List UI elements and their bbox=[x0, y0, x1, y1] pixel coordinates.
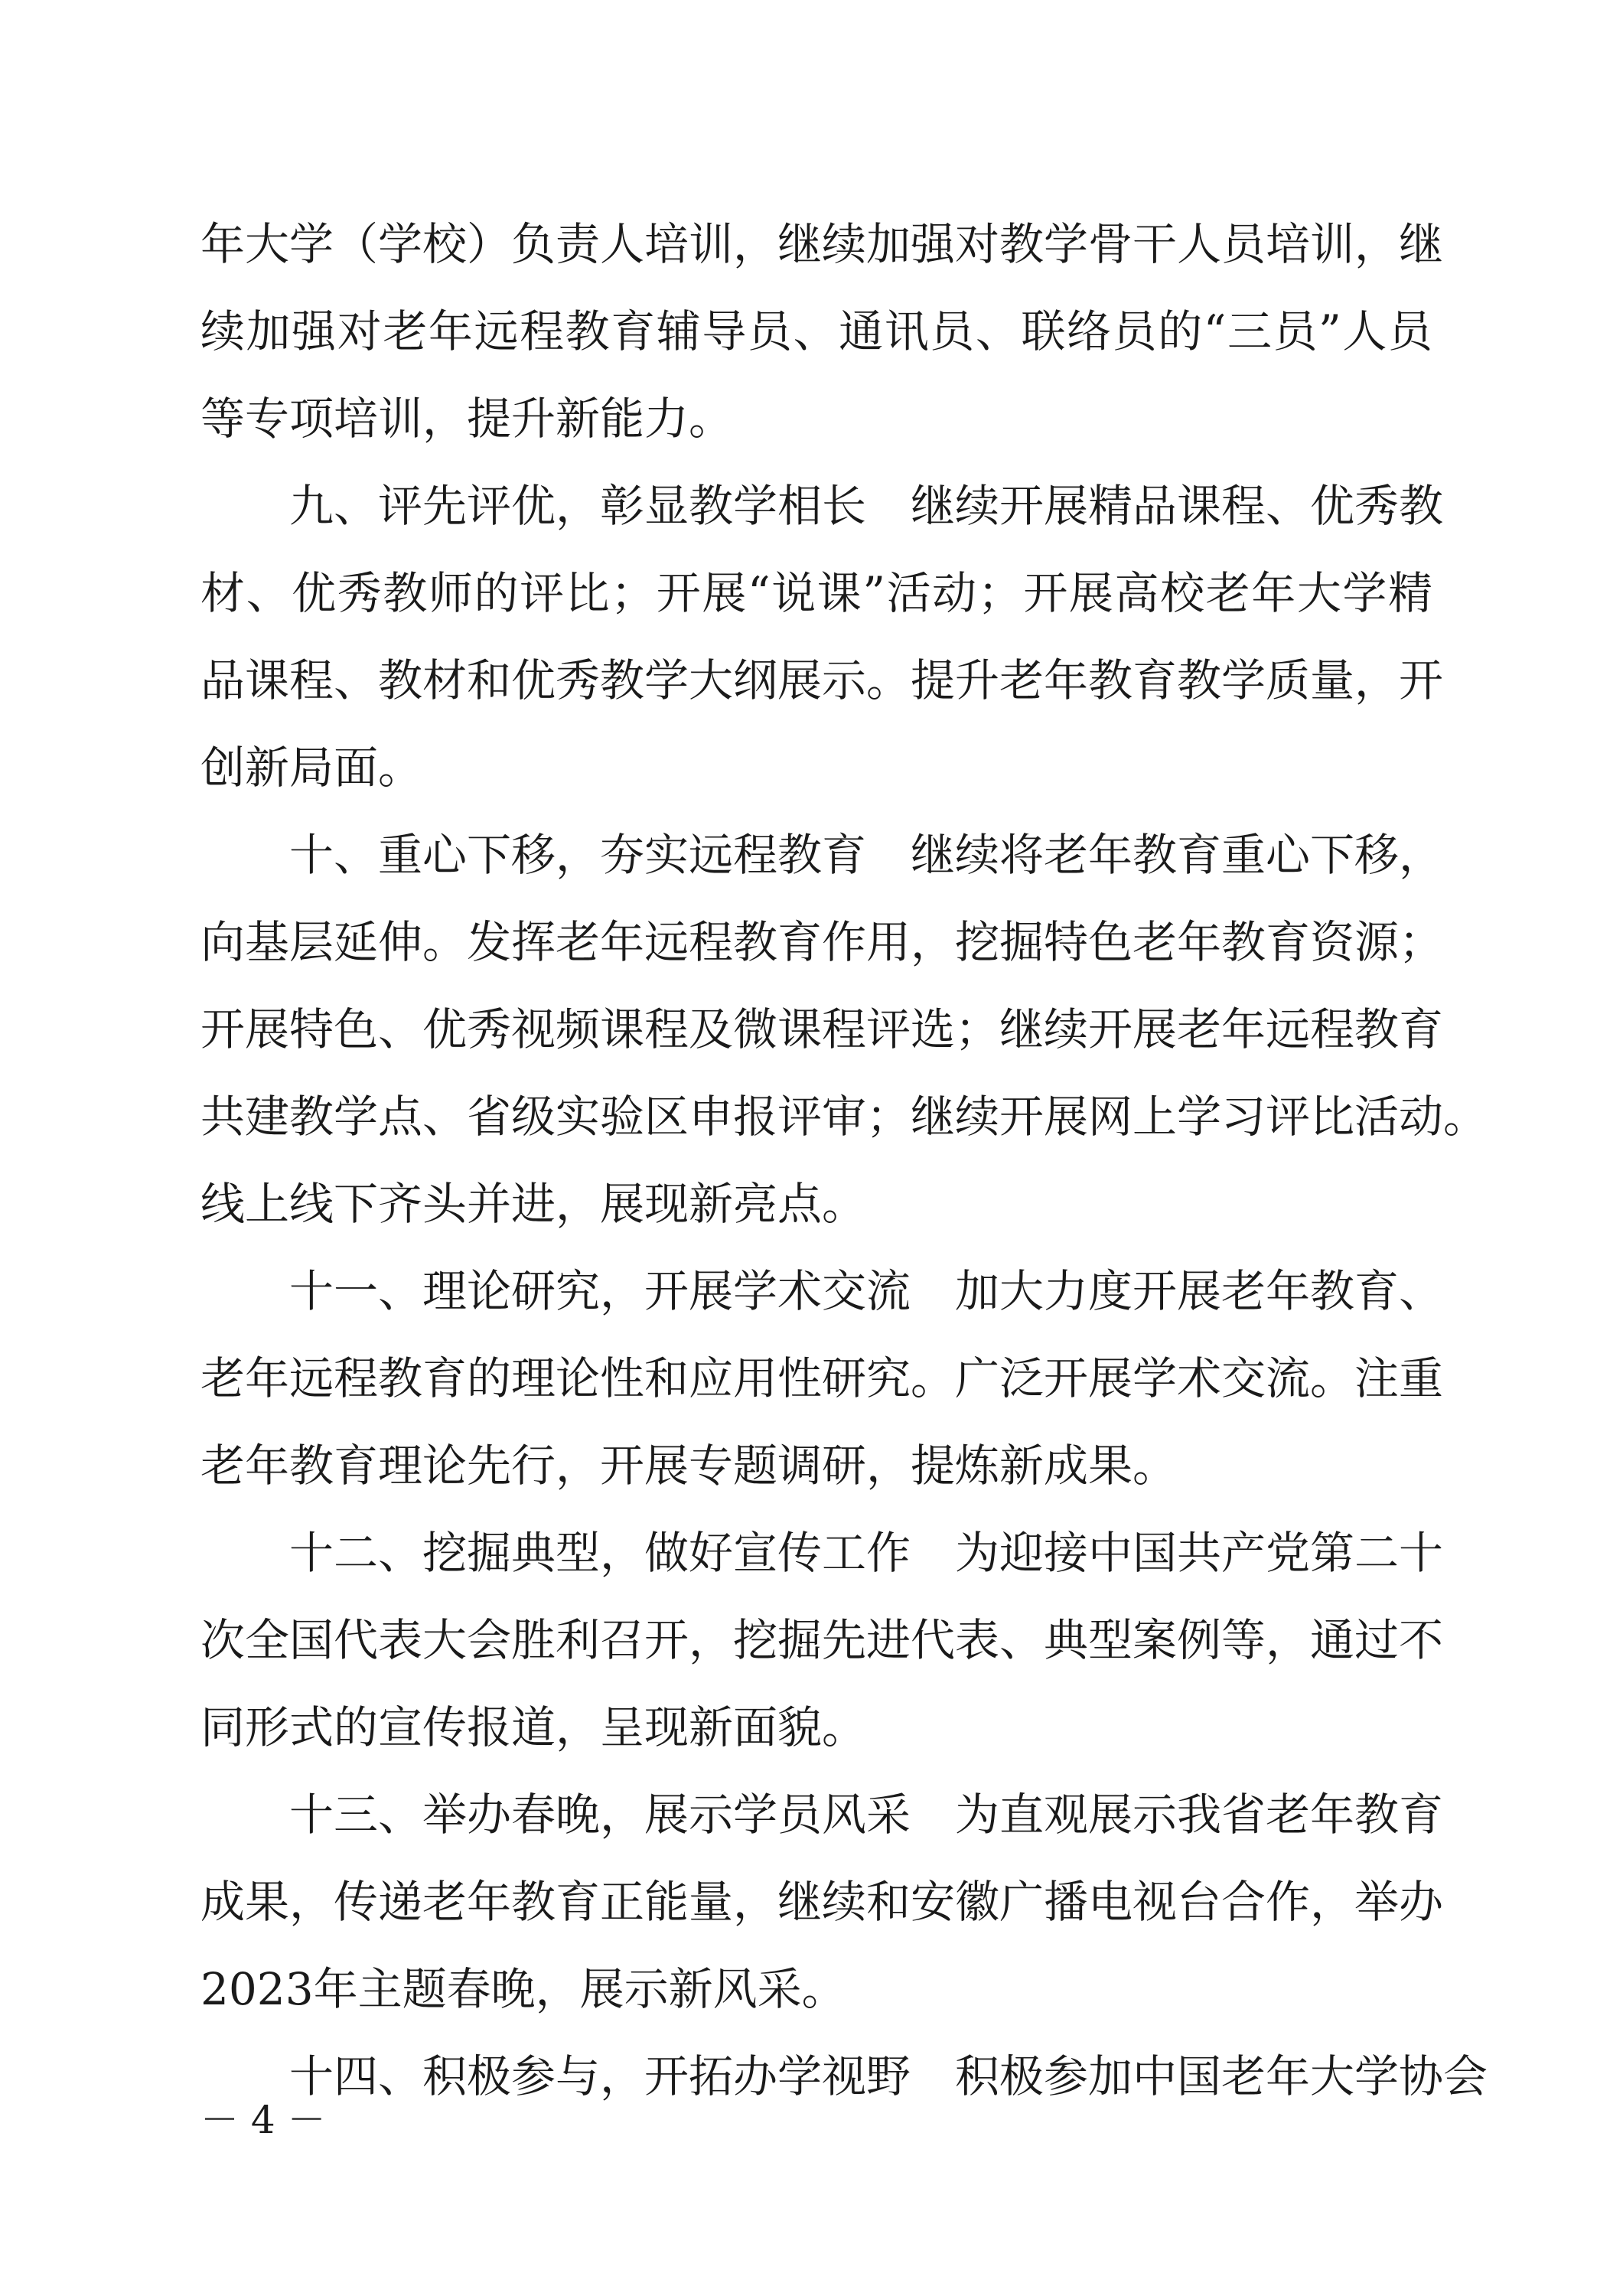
section-heading: 十三、举办春晚，展示学员风采 bbox=[289, 1789, 911, 1841]
paragraph-first-line bbox=[200, 1247, 1444, 1335]
text-line: 同形式的宣传报道，呈现新面貌。 bbox=[200, 1701, 867, 1753]
text-line: 续加强对老年远程教育辅导员、通讯员、联络员的“三员”人员 bbox=[200, 305, 1432, 357]
text-line: 加大力度开展老年教育、 bbox=[955, 1265, 1444, 1317]
text-line: 等专项培训，提升新能力。 bbox=[200, 393, 734, 445]
text-line: 积极参加中国老年大学协会 bbox=[955, 2050, 1488, 2102]
text-line: 老年教育理论先行，开展专题调研，提炼新成果。 bbox=[200, 1440, 1178, 1492]
text-line: 次全国代表大会胜利召开，挖掘先进代表、典型案例等，通过不 bbox=[200, 1614, 1444, 1666]
paragraph-first-line bbox=[200, 1771, 1444, 1858]
text-line: 老年远程教育的理论性和应用性研究。广泛开展学术交流。注重 bbox=[200, 1352, 1444, 1404]
section-heading: 十、重心下移，夯实远程教育 bbox=[289, 829, 867, 881]
paragraph-first-line bbox=[200, 2033, 1488, 2120]
text-line: 为迎接中国共产党第二十 bbox=[955, 1527, 1444, 1579]
document-body bbox=[200, 201, 1488, 2120]
paragraph-first-line bbox=[200, 811, 1444, 899]
section-heading: 十四、积极参与，开拓办学视野 bbox=[289, 2050, 911, 2102]
paragraph-first-line bbox=[200, 462, 1444, 550]
text-line: 开展特色、优秀视频课程及微课程评选；继续开展老年远程教育 bbox=[200, 1003, 1444, 1055]
section-heading: 十二、挖掘典型，做好宣传工作 bbox=[289, 1527, 911, 1579]
text-line: 共建教学点、省级实验区申报评审；继续开展网上学习评比活动。 bbox=[200, 1091, 1488, 1143]
section-heading: 九、评先评优，彰显教学相长 bbox=[289, 480, 867, 532]
section-heading: 十一、理论研究，开展学术交流 bbox=[289, 1265, 911, 1317]
text-line: 品课程、教材和优秀教学大纲展示。提升老年教育教学质量，开 bbox=[200, 654, 1444, 706]
text-line: 线上线下齐头并进，展现新亮点。 bbox=[200, 1178, 867, 1230]
text-line: 2023年主题春晚，展示新风采。 bbox=[200, 1963, 846, 2015]
page-number: － 4 － bbox=[200, 2098, 326, 2142]
text-line: 为直观展示我省老年教育 bbox=[955, 1789, 1444, 1841]
text-line: 材、优秀教师的评比；开展“说课”活动；开展高校老年大学精 bbox=[200, 567, 1432, 619]
text-line: 年大学（学校）负责人培训，继续加强对教学骨干人员培训，继 bbox=[200, 218, 1444, 270]
text-line: 向基层延伸。发挥老年远程教育作用，挖掘特色老年教育资源； bbox=[200, 916, 1444, 968]
text-line: 继续将老年教育重心下移， bbox=[911, 829, 1444, 881]
text-line: 创新局面。 bbox=[200, 742, 423, 794]
text-line: 继续开展精品课程、优秀教 bbox=[911, 480, 1444, 532]
text-line: 成果，传递老年教育正能量，继续和安徽广播电视台合作，举办 bbox=[200, 1876, 1444, 1928]
paragraph-first-line bbox=[200, 1509, 1444, 1596]
